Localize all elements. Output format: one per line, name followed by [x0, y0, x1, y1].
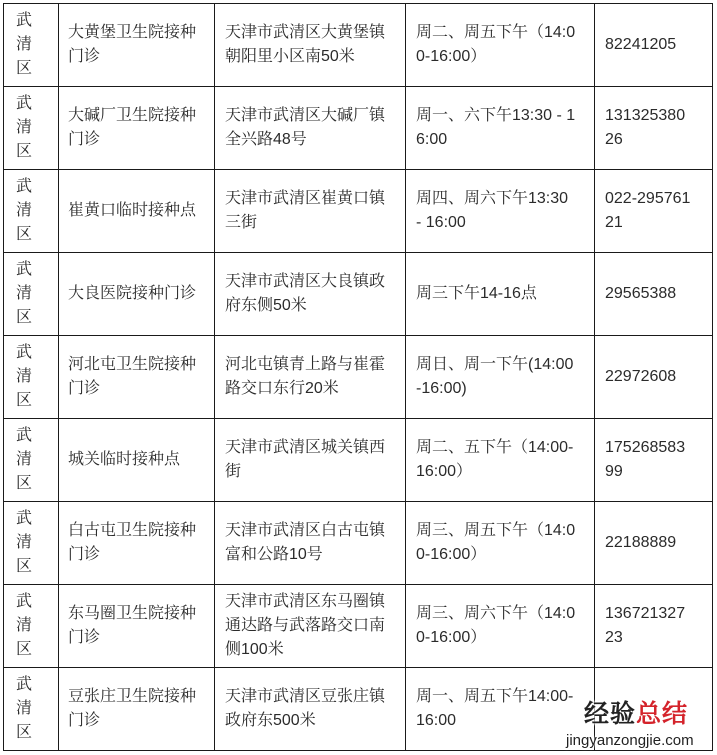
- table-row: [4, 4, 713, 87]
- clinic-name-cell: [59, 253, 215, 336]
- clinic-name-text: 河北屯卫生院接种门诊: [68, 356, 197, 397]
- clinic-name-text: 白古屯卫生院接种门诊: [68, 522, 197, 563]
- address-text: 天津市武清区大碱厂镇全兴路48号: [225, 107, 386, 148]
- hours-text: 周二、周五下午（14:00-16:00）: [416, 24, 576, 65]
- address-cell: [215, 4, 406, 87]
- address-text: 天津市武清区城关镇西街: [225, 439, 386, 480]
- table-row: [4, 87, 713, 170]
- address-cell: [215, 253, 406, 336]
- phone-text: 022-29576121: [605, 190, 691, 231]
- hours-cell: [406, 585, 595, 668]
- hours-text: 周二、五下午（14:00-16:00）: [416, 439, 574, 480]
- address-cell: [215, 668, 406, 751]
- phone-cell: [595, 336, 713, 419]
- hours-cell: [406, 502, 595, 585]
- watermark-logo: [584, 700, 688, 728]
- district-cell: [4, 419, 59, 502]
- hours-cell: [406, 336, 595, 419]
- district-cell: [4, 502, 59, 585]
- phone-text: 22972608: [605, 368, 677, 385]
- clinic-name-cell: [59, 336, 215, 419]
- address-text: 天津市武清区白古屯镇富和公路10号: [225, 522, 386, 563]
- clinic-name-text: 城关临时接种点: [68, 451, 181, 468]
- phone-cell: [595, 585, 713, 668]
- district-cell: [4, 170, 59, 253]
- hours-text: 周四、周六下午13:30 - 16:00: [416, 190, 569, 231]
- clinic-name-text: 豆张庄卫生院接种门诊: [68, 688, 197, 729]
- hours-text: 周一、六下午13:30 - 16:00: [416, 107, 576, 148]
- district-text: 武清区: [16, 510, 33, 575]
- district-text: 武清区: [16, 676, 33, 741]
- district-text: 武清区: [16, 593, 33, 658]
- phone-cell: [595, 253, 713, 336]
- clinic-name-cell: [59, 170, 215, 253]
- hours-cell: [406, 170, 595, 253]
- phone-cell: [595, 419, 713, 502]
- address-text: 天津市武清区东马圈镇通达路与武落路交口南侧100米: [225, 593, 386, 658]
- hours-cell: [406, 87, 595, 170]
- hours-cell: [406, 253, 595, 336]
- district-cell: [4, 253, 59, 336]
- hours-text: 周三、周五下午（14:00-16:00）: [416, 522, 576, 563]
- address-text: 天津市武清区豆张庄镇政府东500米: [225, 688, 386, 729]
- district-text: 武清区: [16, 261, 33, 326]
- clinic-name-cell: [59, 419, 215, 502]
- district-cell: [4, 668, 59, 751]
- clinic-name-cell: [59, 4, 215, 87]
- clinic-name-cell: [59, 87, 215, 170]
- watermark-logo-red-text: 总结: [636, 699, 689, 728]
- phone-text: 13132538026: [605, 107, 686, 148]
- district-cell: [4, 4, 59, 87]
- phone-cell: [595, 170, 713, 253]
- address-cell: [215, 585, 406, 668]
- watermark-logo-dark-text: 经验: [584, 699, 637, 728]
- address-cell: [215, 419, 406, 502]
- address-text: 河北屯镇青上路与崔霍路交口东行20米: [225, 356, 386, 397]
- table-row: [4, 170, 713, 253]
- district-text: 武清区: [16, 427, 33, 492]
- table-row: [4, 419, 713, 502]
- table-row: [4, 502, 713, 585]
- clinic-name-text: 东马圈卫生院接种门诊: [68, 605, 197, 646]
- hours-cell: [406, 4, 595, 87]
- district-text: 武清区: [16, 178, 33, 243]
- phone-text: 17526858399: [605, 439, 686, 480]
- address-text: 天津市武清区崔黄口镇三街: [225, 190, 386, 231]
- clinic-name-cell: [59, 585, 215, 668]
- table-row: [4, 585, 713, 668]
- address-cell: [215, 502, 406, 585]
- district-text: 武清区: [16, 12, 33, 77]
- hours-text: 周三下午14-16点: [416, 285, 537, 302]
- address-cell: [215, 336, 406, 419]
- phone-text: 13672132723: [605, 605, 686, 646]
- address-text: 天津市武清区大良镇政府东侧50米: [225, 273, 386, 314]
- address-text: 天津市武清区大黄堡镇朝阳里小区南50米: [225, 24, 386, 65]
- vaccination-sites-table: [3, 3, 713, 751]
- watermark-site-url: jingyanzongjie.com: [566, 732, 694, 749]
- phone-cell: [595, 87, 713, 170]
- hours-cell: [406, 419, 595, 502]
- address-cell: [215, 87, 406, 170]
- phone-text: 29565388: [605, 285, 677, 302]
- clinic-name-cell: [59, 502, 215, 585]
- table-row: [4, 253, 713, 336]
- clinic-name-cell: [59, 668, 215, 751]
- phone-text: 82241205: [605, 36, 677, 53]
- phone-cell: [595, 4, 713, 87]
- table-row: [4, 336, 713, 419]
- district-cell: [4, 336, 59, 419]
- hours-text: 周日、周一下午(14:00-16:00): [416, 356, 574, 397]
- district-cell: [4, 87, 59, 170]
- clinic-name-text: 大良医院接种门诊: [68, 285, 197, 302]
- district-text: 武清区: [16, 344, 33, 409]
- district-cell: [4, 585, 59, 668]
- hours-text: 周三、周六下午（14:00-16:00）: [416, 605, 576, 646]
- district-text: 武清区: [16, 95, 33, 160]
- clinic-name-text: 大碱厂卫生院接种门诊: [68, 107, 197, 148]
- phone-cell: [595, 502, 713, 585]
- address-cell: [215, 170, 406, 253]
- hours-text: 周一、周五下午14:00-16:00: [416, 688, 574, 729]
- clinic-name-text: 大黄堡卫生院接种门诊: [68, 24, 197, 65]
- phone-text: 22188889: [605, 534, 677, 551]
- clinic-name-text: 崔黄口临时接种点: [68, 202, 197, 219]
